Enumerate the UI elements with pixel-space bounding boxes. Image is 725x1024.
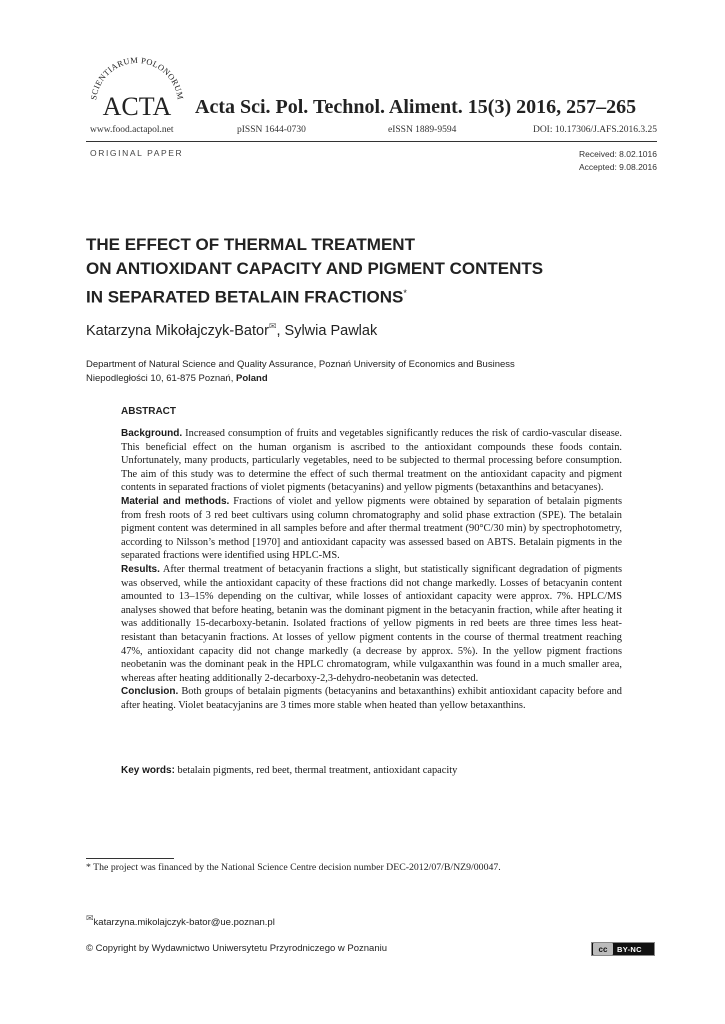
corresponding-email[interactable]: ✉katarzyna.mikolajczyk-bator@ue.poznan.pl (86, 913, 275, 929)
doi[interactable]: DOI: 10.17306/J.AFS.2016.3.25 (532, 125, 657, 135)
journal-title: Acta Sci. Pol. Technol. Aliment. 15(3) 2016, 257–265 (195, 96, 637, 118)
envelope-icon: ✉ (268, 321, 277, 331)
eissn: eISSN 1889-9594 (388, 125, 457, 135)
accepted-date: Accepted: 9.08.2016 (579, 161, 657, 172)
author-list (86, 321, 377, 339)
affiliation-country: Poland (236, 373, 268, 384)
affiliation (86, 358, 515, 386)
received-date: Received: 8.02.1016 (579, 149, 657, 159)
results-label: Results. (121, 563, 160, 575)
envelope-icon: ✉ (86, 913, 94, 923)
conclusion-label: Conclusion. (121, 686, 179, 698)
keywords-label: Key words: (121, 765, 175, 776)
keywords-text: betalain pigments, red beet, thermal treatment, antioxidant capacity (174, 765, 458, 776)
title-line-3: IN SEPARATED BETALAIN FRACTIONS* (86, 287, 407, 307)
license-label: BY-NC (617, 944, 642, 954)
copyright-notice: © Copyright by Wydawnictwo Uniwersytetu Przyrodniczego w Poznaniu (86, 943, 388, 954)
keywords (121, 765, 457, 776)
background-label: Background. (121, 428, 183, 439)
author-separator: , (276, 322, 285, 339)
abstract-results: Results. After thermal treatment of betacyanin fractions a slight, but statistically significant degradation of pigments was observed, while the antioxidant capacity of these fractions did not change markedly. Losses of betacyanin content amounted to 13–15% depending on the cultivar, while losses of antioxidant capacity were approx. 7%. HPLC/MS analyses showed that before heating, betanin was the dominant pigment in the betacyanin fraction, while after heating it was additionally 15-decarboxy-betanin. Isolated fractions of yellow pigments in red beets are three times less heat-resistant than betacyanin fractions. At losses of yellow pigment contents in the course of thermal treatment reaching 47%, antioxidant capacity did not change markedly (a decrease by approx. 5%). In the yellow pigment fractions neobetanin was the dominant peak in the HPLC chromatogram, while vulgaxanthin was found in a much smaller area, whereas after heating additionally 2-decarboxy-2,3-dehydro-neobetanin was detected. (121, 563, 622, 684)
pissn: pISSN 1644-0730 (237, 125, 306, 135)
article-title (86, 233, 646, 310)
abstract-background: Background. Increased consumption of fruits and vegetables significantly reduces the risk of cardio-vascular disease. This beneficial effect on the human organism is ascribed to the antioxidant compounds these foods contain. Unfortunately, many products, particularly vegetables, need to be subjected to thermal processing before consumption. The aim of this study was to determine the effect of such thermal treatment on the antioxidant capacity and pigment contents in separated fractions of violet pigments (betacyanins) and yellow pigments (betaxanthins and betacyanes). (121, 428, 622, 494)
abstract-methods: Material and methods. Fractions of violet and yellow pigments were obtained by separation of betalain pigments from fresh roots of 3 red beet cultivars using column chromatography and solid phase extraction (SPE). The betalain pigment content was determined in all samples before and after thermal treatment (90°C/30 min) by spectrophotometry, according to Nilsson’s method [1970] and antioxidant capacity was assessed based on ABTS. Betalain pigments in the separated fractions were identified using HPLC-MS. (121, 495, 622, 562)
logo-acta-text: ACTA (102, 92, 172, 121)
journal-website[interactable]: www.food.actapol.net (90, 125, 174, 135)
footnote-divider (86, 858, 174, 859)
affiliation-address: Niepodległości 10, 61-875 Poznań, Poland (86, 373, 268, 384)
author-name: Sylwia Pawlak (284, 322, 378, 339)
title-line-1: THE EFFECT OF THERMAL TREATMENT (86, 235, 415, 254)
cc-icon: cc (593, 943, 613, 955)
logo-arc-text: SCIENTIARUM POLONORUM (89, 55, 185, 101)
dates-block (579, 148, 657, 173)
header-divider (86, 141, 657, 142)
article-type: ORIGINAL PAPER (90, 148, 184, 158)
title-line-2: ON ANTIOXIDANT CAPACITY AND PIGMENT CONTENTS (86, 259, 544, 278)
abstract-conclusion: Conclusion. Both groups of betalain pigments (betacyanins and betaxanthins) exhibit antioxidant capacity before and after heating. Violet beatacyjanins are 3 times more stable when heated than yellow betaxanthins. (121, 686, 622, 711)
affiliation-line: Department of Natural Science and Quality Assurance, Poznań University of Economics and Business (86, 359, 515, 370)
author-name: Katarzyna Mikołajczyk-Bator (86, 322, 269, 339)
funding-footnote: * The project was financed by the National Science Centre decision number DEC-2012/07/B/NZ9/00047. (86, 862, 501, 873)
abstract-heading: ABSTRACT (121, 406, 176, 417)
cc-license-badge[interactable] (591, 942, 655, 956)
title-footnote-marker: * (403, 288, 407, 298)
abstract-body (121, 427, 622, 712)
methods-label: Material and methods. (121, 495, 230, 507)
